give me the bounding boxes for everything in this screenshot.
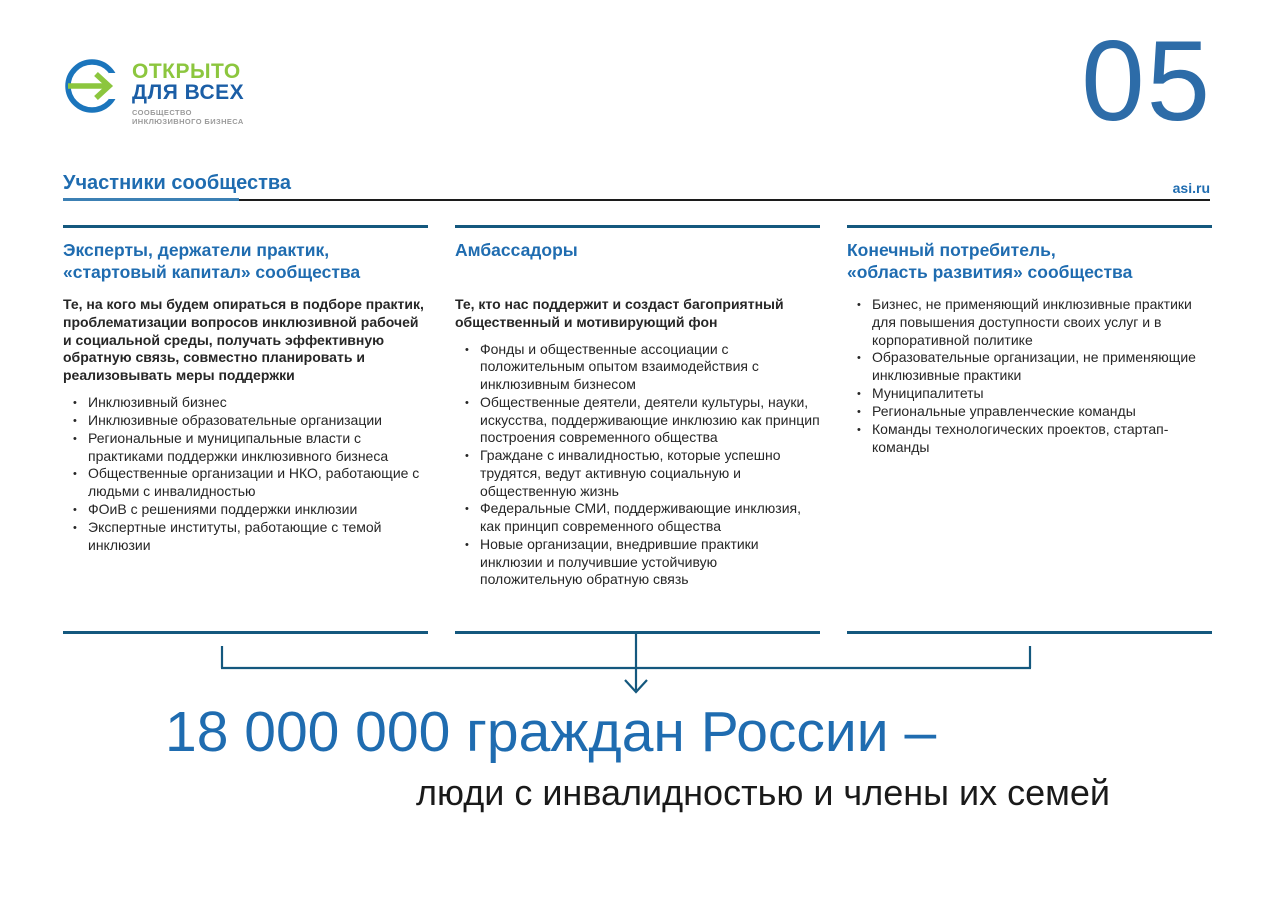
list-item <box>847 421 1212 457</box>
grouping-bracket-arrow <box>0 630 1272 702</box>
list-item-text: • Региональные и муниципальные власти с практиками поддержки инклюзивного бизнеса <box>88 429 389 464</box>
logo <box>63 55 244 126</box>
list-item-text: • Граждане с инвалидностью, которые успешно трудятся, ведут активную социальную и общественную жизнь <box>480 447 781 499</box>
site-link[interactable]: asi.ru <box>1172 180 1210 196</box>
list-item-text: • Образовательные организации, не применяющие инклюзивные практики <box>872 349 1196 384</box>
column-consumers <box>847 225 1212 634</box>
title-rule-accent <box>63 198 239 201</box>
list-item <box>455 500 820 536</box>
list-item <box>847 349 1212 385</box>
list-item <box>455 536 820 589</box>
logo-subtitle <box>132 108 244 126</box>
list-item-text: • Региональные управленческие команды <box>872 402 1136 419</box>
column-title-line2: «область развития» сообщества <box>847 262 1133 282</box>
bullet-list <box>63 394 428 555</box>
list-item-text: • ФОиВ с решениями поддержки инклюзии <box>88 500 358 517</box>
column-title-line1: Конечный потребитель, <box>847 240 1056 260</box>
column-experts <box>63 225 428 634</box>
bullet-list <box>847 296 1212 456</box>
list-item <box>455 447 820 500</box>
list-item-text: • Фонды и общественные ассоциации с положительным опытом взаимодействия с инклюзивным бизнесом <box>480 340 759 393</box>
list-item <box>63 412 428 430</box>
list-item <box>455 394 820 447</box>
column-intro: Те, на кого мы будем опираться в подборе практик, проблематизации вопросов инклюзивной рабочей и социальной среды, получать эффективную обратную связь, совместно планировать и реализовывать меры поддержки <box>63 296 424 384</box>
list-item-text: • Инклюзивный бизнес <box>88 393 227 410</box>
list-item-text: • Муниципалитеты <box>872 384 984 401</box>
list-item-text: • Общественные деятели, деятели культуры, науки, искусства, поддерживающие инклюзию как принцип построения современного общества <box>480 393 820 446</box>
list-item <box>63 430 428 466</box>
list-item-text: • Федеральные СМИ, поддерживающие инклюзия, как принцип современного общества <box>480 500 801 535</box>
list-item <box>847 403 1212 421</box>
list-item <box>847 385 1212 403</box>
list-item <box>455 341 820 394</box>
column-title-line2: «стартовый капитал» сообщества <box>63 262 361 282</box>
column-title <box>63 239 428 296</box>
bullet-list <box>455 341 820 590</box>
open-for-all-arrow-circle-icon <box>63 55 123 117</box>
column-title-line1: Амбассадоры <box>455 240 578 260</box>
column-title <box>455 239 820 296</box>
list-item-text: • Общественные организации и НКО, работающие с людьми с инвалидностью <box>88 465 420 500</box>
column-ambassadors <box>455 225 820 634</box>
statement-headline: 18 000 000 граждан России – <box>165 700 937 764</box>
page-title: Участники сообщества <box>63 172 292 194</box>
logo-line1: ОТКРЫТО <box>132 60 241 83</box>
columns <box>63 225 1212 634</box>
column-title <box>847 239 1212 296</box>
list-item-text: • Новые организации, внедрившие практики инклюзии и получившие устойчивую положительную обратную связь <box>480 535 759 588</box>
logo-text <box>132 55 244 126</box>
column-title-line1: Эксперты, держатели практик, <box>63 240 330 260</box>
statement-subline: люди с инвалидностью и члены их семей <box>415 772 1110 813</box>
list-item-text: • Бизнес, не применяющий инклюзивные практики для повышения доступности своих услуг и в корпоративной политике <box>872 296 1192 348</box>
logo-subtitle-line2: ИНКЛЮЗИВНОГО БИЗНЕСА <box>132 117 244 126</box>
list-item-text: • Команды технологических проектов, стартап-команды <box>872 420 1169 455</box>
list-item-text: • Экспертные институты, работающие с темой инклюзии <box>88 518 382 553</box>
list-item <box>63 519 428 555</box>
list-item <box>63 465 428 501</box>
logo-line2: ДЛЯ ВСЕХ <box>132 81 245 104</box>
column-intro: Те, кто нас поддержит и создаст багоприятный общественный и мотивирующий фон <box>455 296 784 330</box>
list-item <box>847 296 1212 349</box>
logo-subtitle-line1: СООБЩЕСТВО <box>132 108 192 117</box>
page-number: 05 <box>1081 18 1212 145</box>
list-item <box>63 394 428 412</box>
list-item-text: • Инклюзивные образовательные организации <box>88 411 382 428</box>
list-item <box>63 501 428 519</box>
